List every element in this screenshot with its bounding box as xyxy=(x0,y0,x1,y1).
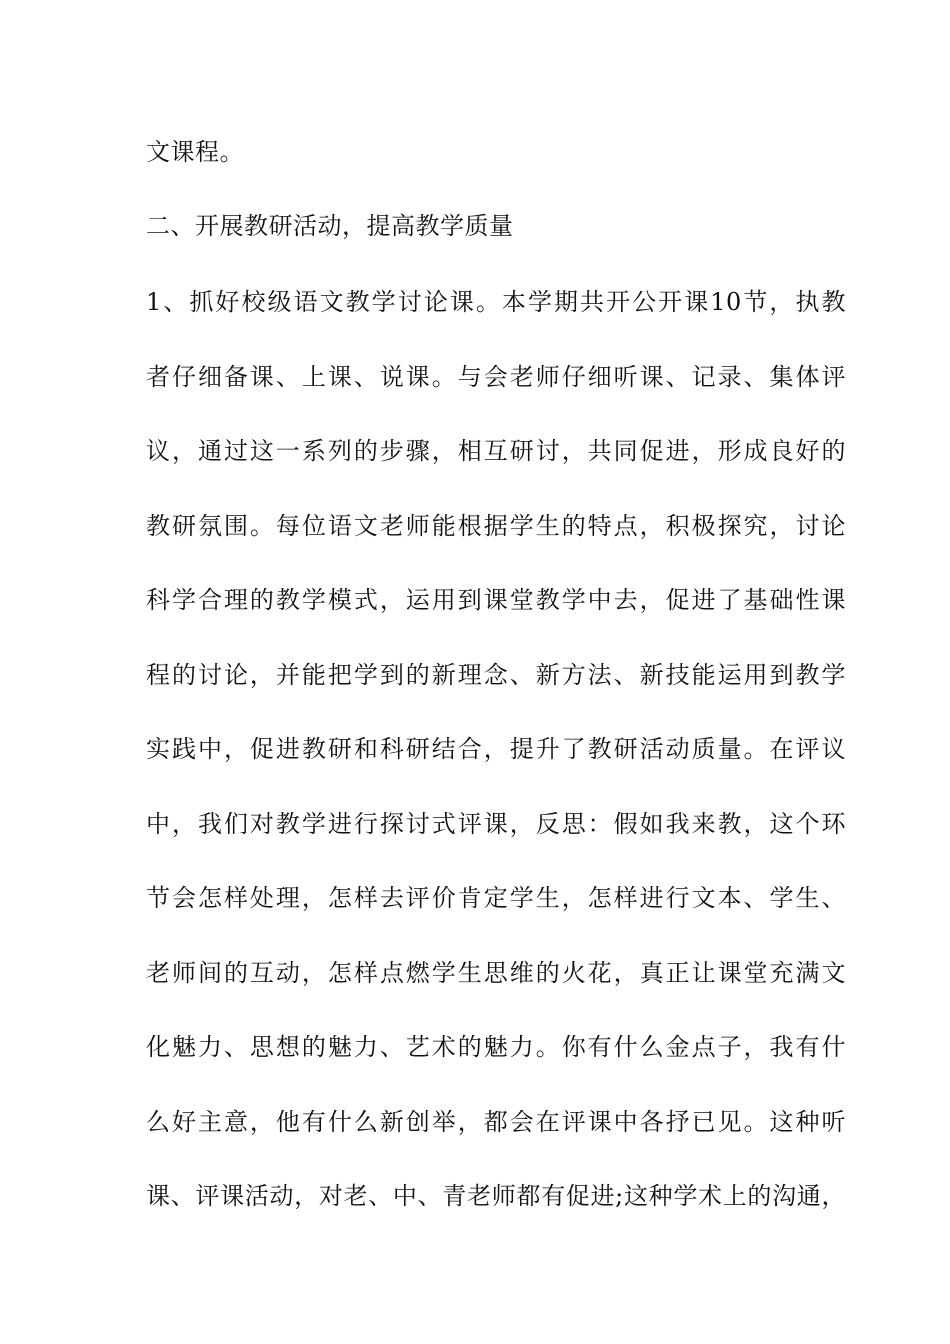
paragraph-line: 化魅力、思想的魅力、艺术的魅力。你有什么金点子，我有什 xyxy=(146,1033,846,1061)
section-heading: 二、开展教研活动，提高教学质量 xyxy=(146,212,514,240)
paragraph-line: 么好主意，他有什么新创举，都会在评课中各抒已见。这种听 xyxy=(146,1108,846,1136)
paragraph-line: 老师间的互动，怎样点燃学生思维的火花，真正让课堂充满文 xyxy=(146,959,846,987)
paragraph-line: 中，我们对教学进行探讨式评课，反思：假如我来教，这个环 xyxy=(146,810,846,838)
paragraph-line: 1、抓好校级语文教学讨论课。本学期共开公开课10节，执教 xyxy=(146,288,846,316)
paragraph-line: 文课程。 xyxy=(146,138,244,166)
paragraph-line: 科学合理的教学模式，运用到课堂教学中去，促进了基础性课 xyxy=(146,586,846,614)
paragraph-line: 程的讨论，并能把学到的新理念、新方法、新技能运用到教学 xyxy=(146,661,846,689)
paragraph-line: 教研氛围。每位语文老师能根据学生的特点，积极探究，讨论 xyxy=(146,512,846,540)
paragraph-line: 议，通过这一系列的步骤，相互研讨，共同促进，形成良好的 xyxy=(146,437,846,465)
paragraph-line: 者仔细备课、上课、说课。与会老师仔细听课、记录、集体评 xyxy=(146,363,846,391)
paragraph-line: 实践中，促进教研和科研结合，提升了教研活动质量。在评议 xyxy=(146,735,846,763)
paragraph-line: 节会怎样处理，怎样去评价肯定学生，怎样进行文本、学生、 xyxy=(146,884,846,912)
paragraph-line: 课、评课活动，对老、中、青老师都有促进;这种学术上的沟通， xyxy=(146,1182,846,1210)
